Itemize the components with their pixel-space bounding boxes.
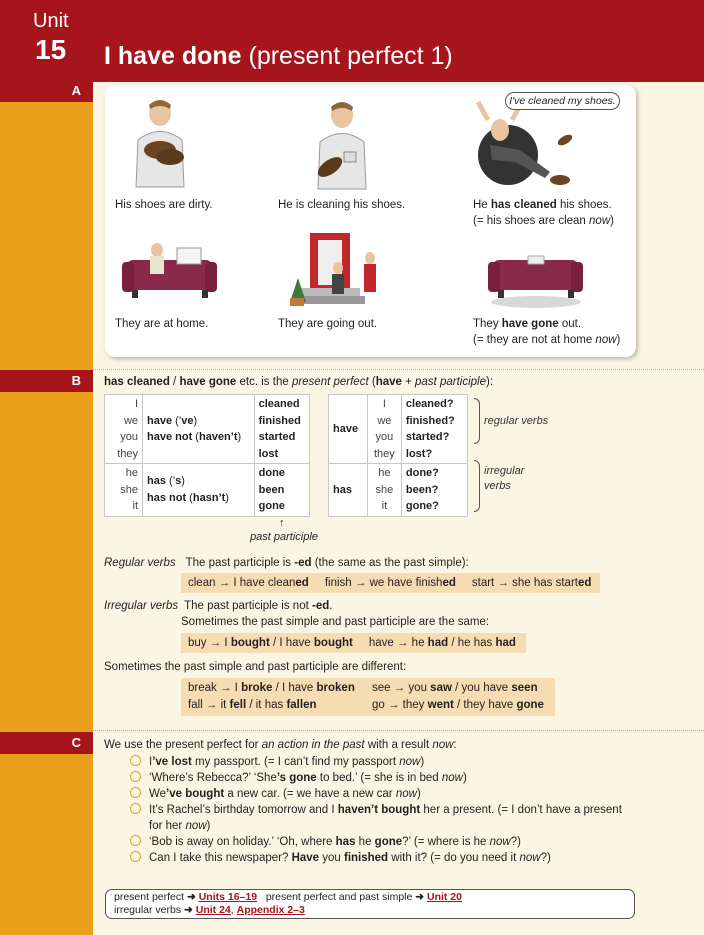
caption-going-out: They are going out. — [278, 318, 378, 330]
irregular-verbs-rule: Irregular verbs The past participle is not -ed. — [104, 600, 333, 612]
unit-number: 15 — [35, 34, 67, 65]
up-arrow-icon: ↑ — [279, 517, 285, 529]
man-relaxing-in-chair-illustration — [470, 100, 590, 195]
different-forms-text: Sometimes the past simple and past participle are different: — [104, 661, 407, 673]
man-cleaning-shoes-illustration — [300, 97, 380, 192]
different-examples-row1b: see → you saw / you have seen — [372, 682, 538, 694]
question-regular: cleaned? finished? started? lost? — [401, 395, 467, 464]
divider — [93, 730, 704, 731]
caption-shoes-dirty: His shoes are dirty. — [115, 199, 213, 211]
link-unit-20[interactable]: Unit 20 — [426, 891, 462, 903]
regular-verbs-rule: Regular verbs The past participle is -ed (the same as the past simple): — [104, 557, 469, 569]
example-newspaper: Can I take this newspaper? Have you finished with it? (= do you need it now?) — [130, 850, 551, 866]
section-c-intro: We use the present perfect for an action in the past with a result now: — [104, 739, 457, 751]
different-examples-row1: break → I broke / I have broken — [188, 682, 355, 694]
unit-label: Unit — [33, 10, 69, 32]
divider — [93, 369, 704, 370]
irregular-verbs-label: irregular verbs — [484, 465, 525, 492]
regular-verbs-label: regular verbs — [484, 415, 549, 427]
example-lost-passport: I’ve lost my passport. (= I can’t find my passport now) — [130, 754, 424, 770]
link-appendix-2-3[interactable]: Appendix 2–3 — [236, 904, 305, 916]
bullet-icon — [130, 803, 141, 814]
section-c-label: C — [0, 732, 93, 754]
link-units-16-19[interactable]: Units 16–19 — [198, 891, 258, 903]
section-b-heading: has cleaned / have gone etc. is the present perfect (have + past participle): — [104, 376, 494, 388]
question-irregular: done? been? gone? — [401, 464, 467, 517]
caption-has-cleaned-meaning: (= his shoes are clean now) — [473, 215, 614, 227]
caption-has-cleaned: He has cleaned his shoes. — [473, 199, 612, 211]
question-has: has — [329, 464, 368, 517]
caption-at-home: They are at home. — [115, 318, 209, 330]
caption-cleaning-shoes: He is cleaning his shoes. — [278, 199, 406, 211]
bullet-icon — [130, 835, 141, 846]
couple-leaving-house-illustration — [290, 228, 390, 308]
question-table — [328, 394, 468, 517]
caption-have-gone: They have gone out. — [473, 318, 582, 330]
man-holding-dirty-shoes-illustration — [120, 95, 200, 190]
example-bought-car: We’ve bought a new car. (= we have a new car now) — [130, 786, 421, 802]
example-birthday-present: It’s Rachel’s birthday tomorrow and I haven’t bought her a present. (= I don’t have a present — [130, 802, 622, 818]
caption-have-gone-meaning: (= they are not at home now) — [473, 334, 621, 346]
question-pronouns-has: he she it — [367, 464, 401, 517]
brace-irregular — [474, 460, 480, 512]
section-a-label: A — [0, 80, 93, 102]
example-bob-away: ‘Bob is away on holiday.’ ‘Oh, where has he gone?’ (= where is he now?) — [130, 834, 521, 850]
empty-sofa-illustration — [488, 250, 583, 310]
same-forms-text: Sometimes the past simple and past participle are the same: — [181, 616, 490, 628]
participles-irregular: done been gone — [254, 464, 309, 517]
section-b-label: B — [0, 370, 93, 392]
bullet-icon — [130, 755, 141, 766]
bullet-icon — [130, 851, 141, 862]
brace-regular — [474, 398, 480, 444]
side-band — [0, 0, 93, 935]
participles-regular: cleaned finished started lost — [254, 395, 309, 464]
speech-bubble: I've cleaned my shoes. — [505, 92, 620, 110]
question-have: have — [329, 395, 368, 464]
same-examples: buy → I bought / I have bought have → he had / he has had — [188, 637, 516, 649]
link-unit-24[interactable]: Unit 24 — [195, 904, 231, 916]
example-gone-to-bed: ‘Where’s Rebecca?’ ‘She’s gone to bed.’ (= she is in bed now) — [130, 770, 467, 786]
example-birthday-present-cont: for her now) — [149, 820, 211, 832]
pronouns-has: he she it — [105, 464, 143, 517]
bullet-icon — [130, 787, 141, 798]
cross-reference-box: present perfect ➜ Units 16–19 present perfect and past simple ➜ Unit 20 irregular verbs ➜ Unit 24, Appendix 2–3 — [105, 889, 635, 919]
past-participle-label: past participle — [250, 531, 318, 543]
bullet-icon — [130, 771, 141, 782]
affirmative-table — [104, 394, 310, 517]
pronouns-have: I we you they — [105, 395, 143, 464]
has-forms: has (’s) has not (hasn’t) — [143, 464, 255, 517]
arrow-right-icon: ➜ — [186, 891, 196, 903]
question-pronouns-have: I we you they — [367, 395, 401, 464]
couple-on-sofa-illustration — [122, 240, 217, 300]
page-title: I have done (present perfect 1) — [104, 42, 453, 70]
have-forms: have (’ve) have not (haven’t) — [143, 395, 255, 464]
regular-examples: clean → I have cleaned finish → we have finished start → she has started — [188, 577, 592, 589]
different-examples-row2: fall → it fell / it has fallen — [188, 699, 317, 711]
different-examples-row2b: go → they went / they have gone — [372, 699, 544, 711]
arrow-right-icon: ➜ — [184, 904, 193, 916]
arrow-right-icon: ➜ — [415, 891, 425, 903]
